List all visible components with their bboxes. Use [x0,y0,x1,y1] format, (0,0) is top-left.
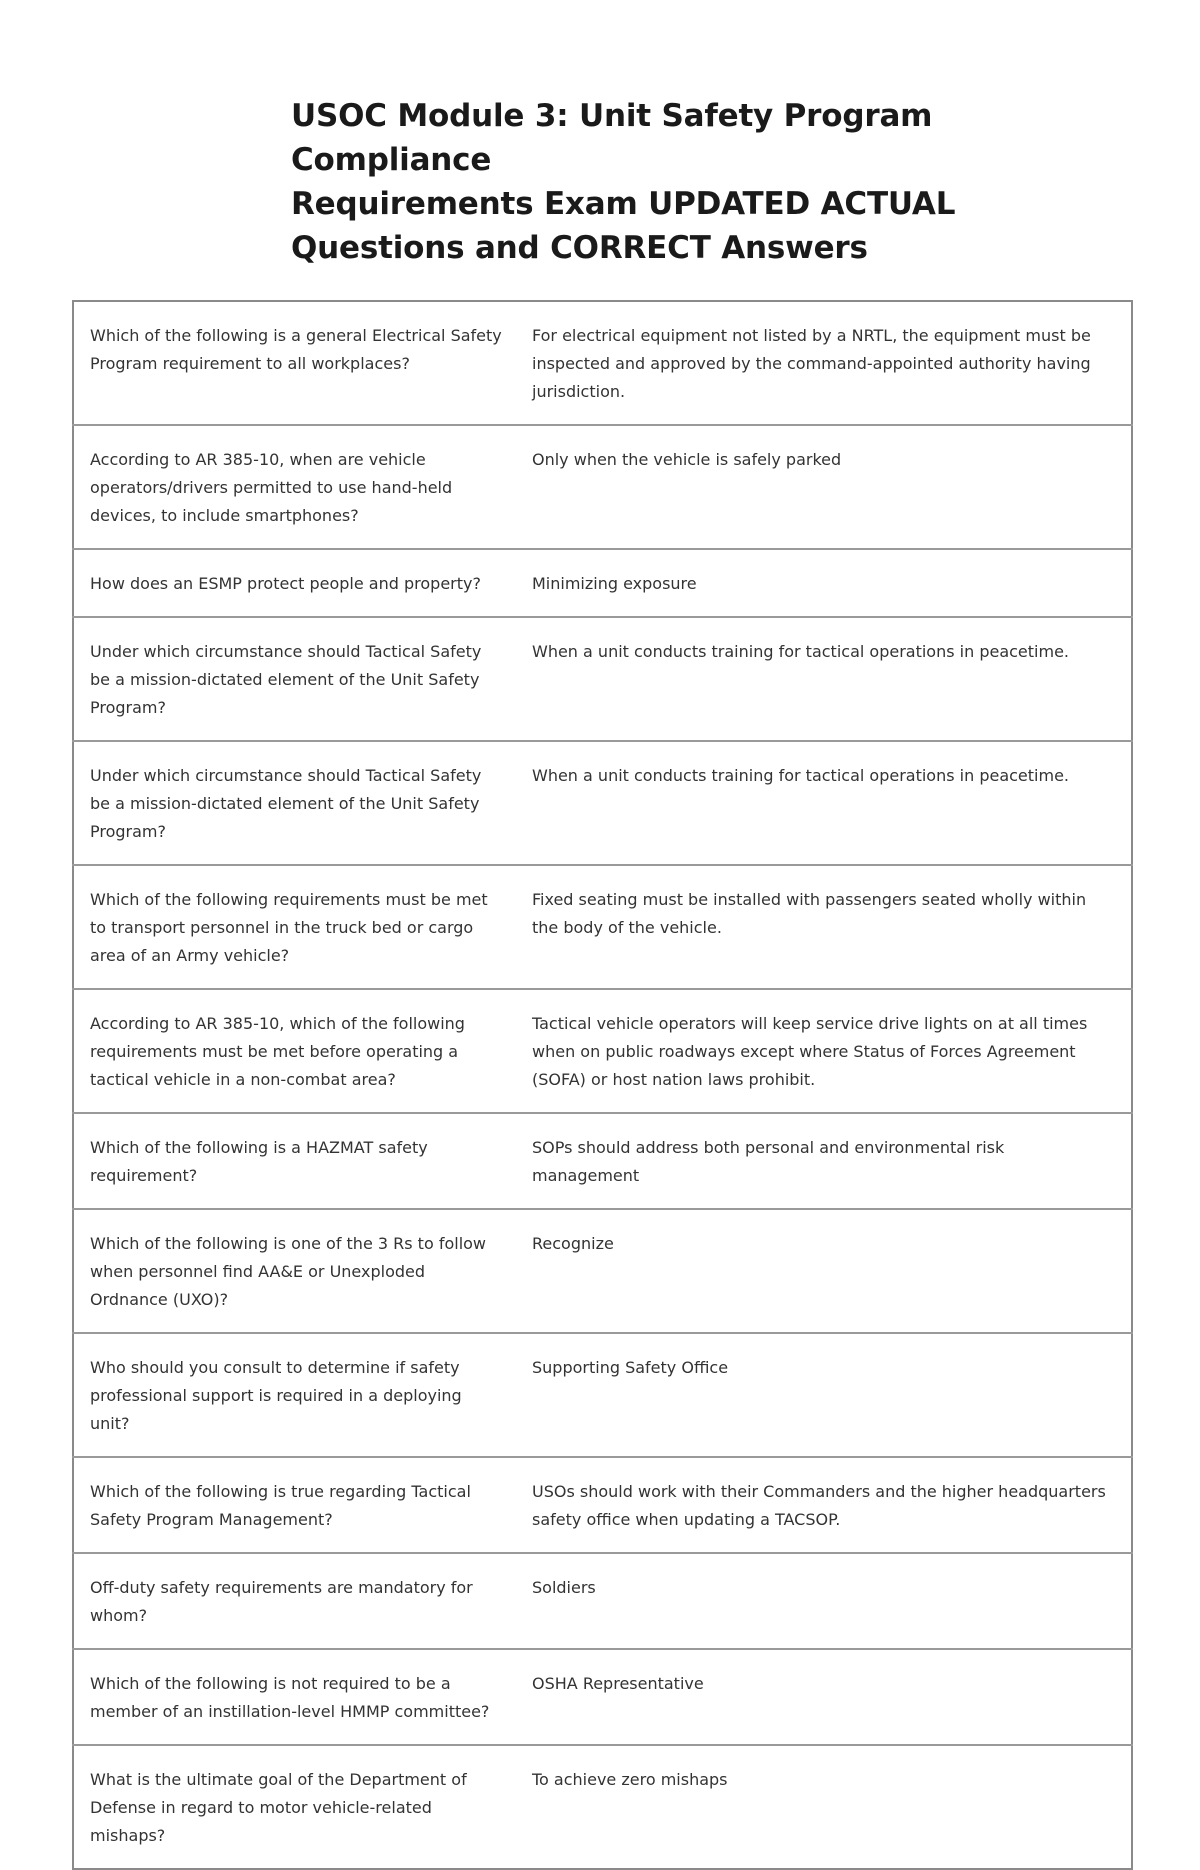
table-row [73,989,1132,1113]
title-line: Questions and CORRECT Answers [291,230,868,266]
question-cell: Under which circumstance should Tactical Safety be a mission-dictated element of the Unit Safety Program? [73,617,518,741]
answer-cell: Recognize [518,1209,1132,1333]
document-title [291,94,1091,270]
answer-cell: Supporting Safety Office [518,1333,1132,1457]
question-cell: Which of the following is true regarding Tactical Safety Program Management? [73,1457,518,1553]
question-cell: How does an ESMP protect people and property? [73,549,518,617]
table-row [73,1745,1132,1869]
answer-cell: For electrical equipment not listed by a NRTL, the equipment must be inspected and approved by the command-appointed authority having jurisdiction. [532,326,1091,401]
table-row [73,301,1132,425]
answer-cell: Soldiers [518,1553,1132,1649]
question-cell: Which of the following is one of the 3 Rs to follow when personnel find AA&E or Unexploded Ordnance (UXO)? [73,1209,518,1333]
table-row [73,1333,1132,1457]
table-row [73,741,1132,865]
question-cell: According to AR 385-10, which of the following requirements must be met before operating a tactical vehicle in a non-combat area? [73,989,518,1113]
table-row [73,1457,1132,1553]
table-row [73,1553,1132,1649]
question-cell: Which of the following is a general Electrical Safety Program requirement to all workplaces? [90,326,502,373]
answer-cell: OSHA Representative [518,1649,1132,1745]
answer-cell: Minimizing exposure [518,549,1132,617]
table-row [73,617,1132,741]
question-cell: Off-duty safety requirements are mandatory for whom? [73,1553,518,1649]
answer-cell: When a unit conducts training for tactical operations in peacetime. [518,617,1132,741]
title-line: USOC Module 3: Unit Safety Program Compliance [291,98,933,178]
table-row [73,865,1132,989]
answer-cell: USOs should work with their Commanders and the higher headquarters safety office when updating a TACSOP. [518,1457,1132,1553]
question-cell: What is the ultimate goal of the Department of Defense in regard to motor vehicle-related mishaps? [73,1745,518,1869]
table-row [73,425,1132,549]
qa-table [72,300,1133,1870]
answer-cell: Fixed seating must be installed with passengers seated wholly within the body of the vehicle. [518,865,1132,989]
question-cell: Which of the following is not required to be a member of an instillation-level HMMP committee? [73,1649,518,1745]
table-row [73,549,1132,617]
answer-cell: To achieve zero mishaps [518,1745,1132,1869]
question-cell: Which of the following requirements must be met to transport personnel in the truck bed or cargo area of an Army vehicle? [73,865,518,989]
answer-cell: Tactical vehicle operators will keep service drive lights on at all times when on public roadways except where Status of Forces Agreement (SOFA) or host nation laws prohibit. [518,989,1132,1113]
table-row [73,1649,1132,1745]
question-cell: Under which circumstance should Tactical Safety be a mission-dictated element of the Unit Safety Program? [73,741,518,865]
title-line: Requirements Exam UPDATED ACTUAL [291,186,956,222]
question-cell: Which of the following is a HAZMAT safety requirement? [73,1113,518,1209]
answer-cell: SOPs should address both personal and environmental risk management [518,1113,1132,1209]
question-cell: Who should you consult to determine if safety professional support is required in a deploying unit? [73,1333,518,1457]
question-cell: According to AR 385-10, when are vehicle operators/drivers permitted to use hand-held devices, to include smartphones? [73,425,518,549]
answer-cell: When a unit conducts training for tactical operations in peacetime. [518,741,1132,865]
answer-cell: Only when the vehicle is safely parked [518,425,1132,549]
table-row [73,1113,1132,1209]
table-row [73,1209,1132,1333]
